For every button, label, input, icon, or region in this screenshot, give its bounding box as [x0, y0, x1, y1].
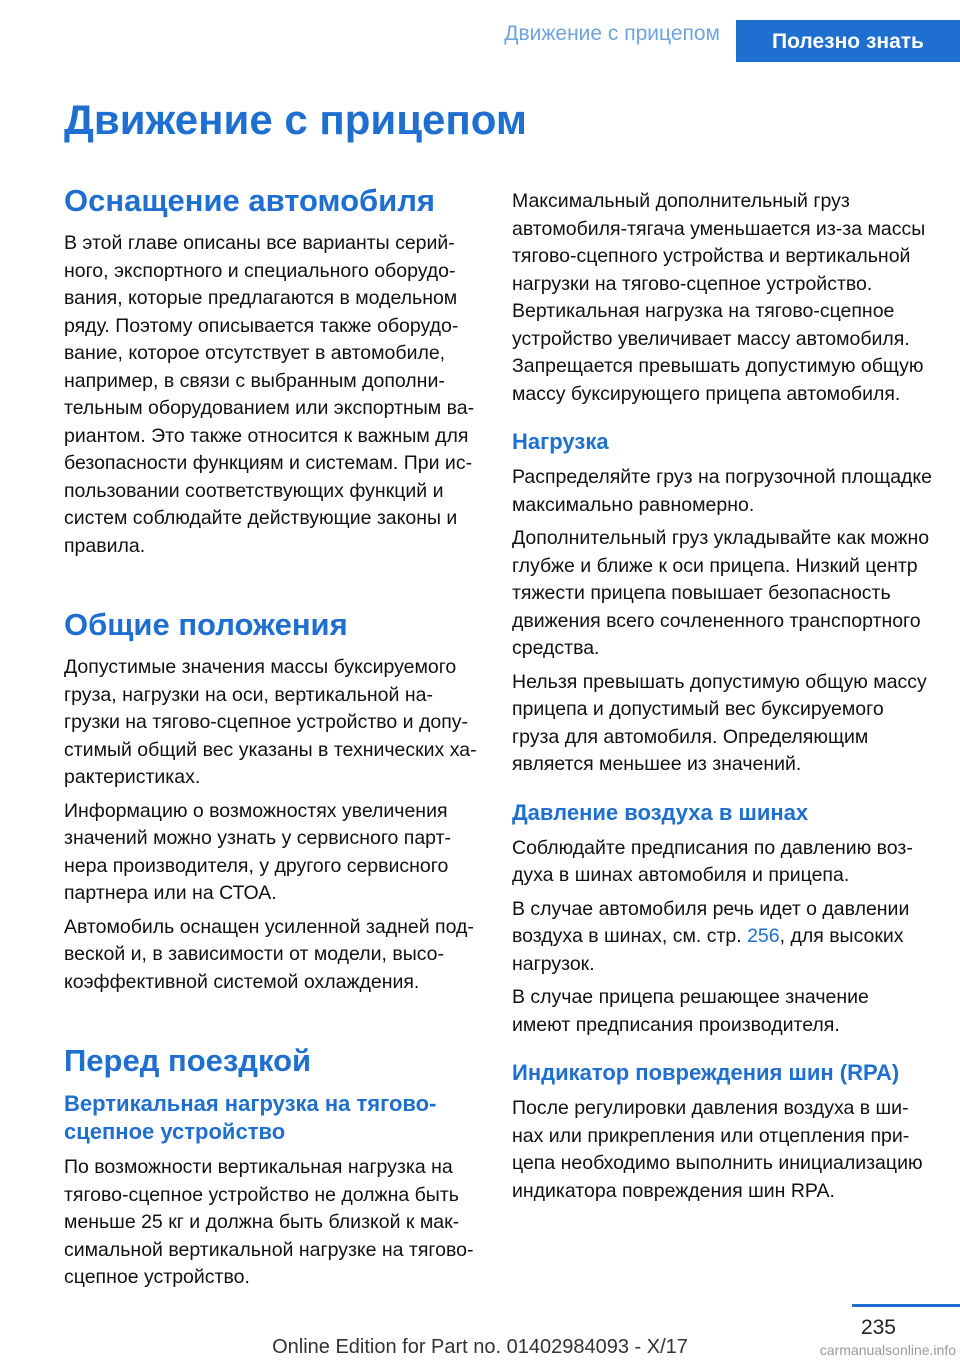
section-title-before-trip: Перед поездкой [64, 1043, 312, 1078]
subsection-title-tire-pressure: Давление воздуха в шинах [512, 799, 809, 825]
paragraph-text: В случае автомобиля речь идет о давлении воздуха в шинах, см. стр. [512, 897, 910, 947]
page-reference-link[interactable]: 256 [747, 925, 780, 947]
paragraph: Соблюдайте предписания по давлению воздуха в шинах автомобиля и прицепа. [512, 836, 913, 886]
paragraph: Автомобиль оснащен усиленной задней подвеской и, в зависимости от модели, высокоэффективной системой охлаждения. [64, 915, 474, 993]
paragraph: Допустимые значения массы буксируемого груза, нагрузки на оси, вертикальной нагрузки на тягово-сцепное устройство и допустимый общий вес указаны в технических характеристиках. [64, 656, 477, 788]
left-column [64, 182, 482, 1298]
subsection-title-rpa: Индикатор повреждения шин (RPA) [512, 1060, 900, 1085]
paragraph: В случае прицепа решающее значение имеют предписания производителя. [512, 986, 869, 1036]
page-number: 235 [860, 1316, 896, 1339]
paragraph [512, 896, 932, 979]
page-header [0, 0, 960, 62]
footer-rule [852, 1304, 960, 1307]
paragraph: Нельзя превышать допустимую общую массу прицепа и допустимый вес буксируемого груза для автомобиля. Определяющим является меньшее из значений. [512, 670, 927, 775]
paragraph: Дополнительный груз укладывайте как можно глубже и ближе к оси прицепа. Низкий центр тяжести прицепа повышает безопасность движения всего сочлененного транспортного средства. [512, 527, 930, 659]
page-title: Движение с прицепом [64, 96, 527, 143]
paragraph: В этой главе описаны все варианты серийного, экспортного и специального оборудования, которые предлагаются в модельном ряду. Поэтому описывается также оборудование, которое отсутствует в автомобиле, например, в связи с выбранным дополнительным оборудованием или экспортным вариантом. Это также относится к важным для безопасности функциям и системам. При использовании соответствующих функций и систем соблюдайте действующие законы и правила. [64, 232, 475, 557]
paragraph: Максимальный дополнительный груз автомобиля-тягача уменьшается из-за массы тягово-сцепного устройства и вертикальной нагрузки на тягово-сцепное устройство. Вертикальная нагрузка на тягово-сцепное устройство увеличивает массу автомобиля. Запрещается превышать допустимую общую массу буксирующего прицепа автомобиля. [512, 190, 926, 405]
subsection-title-tongue-load: Вертикальная нагрузка на тягово-сцепное устройство [64, 1091, 437, 1144]
header-chapter-tab[interactable]: Полезно знать [736, 20, 960, 62]
header-section-title: Движение с прицепом [504, 22, 720, 45]
paragraph: После регулировки давления воздуха в шинах или прикрепления или отцепления прицепа необходимо выполнить инициализацию индикатора повреждения шин RPA. [512, 1097, 923, 1202]
section-title-general: Общие положения [64, 607, 348, 642]
subsection-title-load: Нагрузка [512, 429, 609, 454]
watermark: carmanualsonline.info [819, 1342, 956, 1358]
paragraph: Распределяйте груз на погрузочной площадке максимально равномерно. [512, 466, 933, 516]
paragraph-text: , для высоких нагрузок. [512, 925, 904, 975]
section-title-equipment: Оснащение автомобиля [64, 183, 435, 218]
right-column [512, 182, 932, 1211]
paragraph: По возможности вертикальная нагрузка на тягово-сцепное устройство не должна быть меньше 25 кг и должна быть близкой к максимальной вертикальной нагрузке на тягово-сцепное устройство. [64, 1156, 474, 1288]
edition-line: Online Edition for Part no. 01402984093 - X/17 [272, 1336, 688, 1358]
paragraph: Информацию о возможностях увеличения значений можно узнать у сервисного партнера производителя, у другого сервисного партнера или на СТОА. [64, 799, 452, 904]
